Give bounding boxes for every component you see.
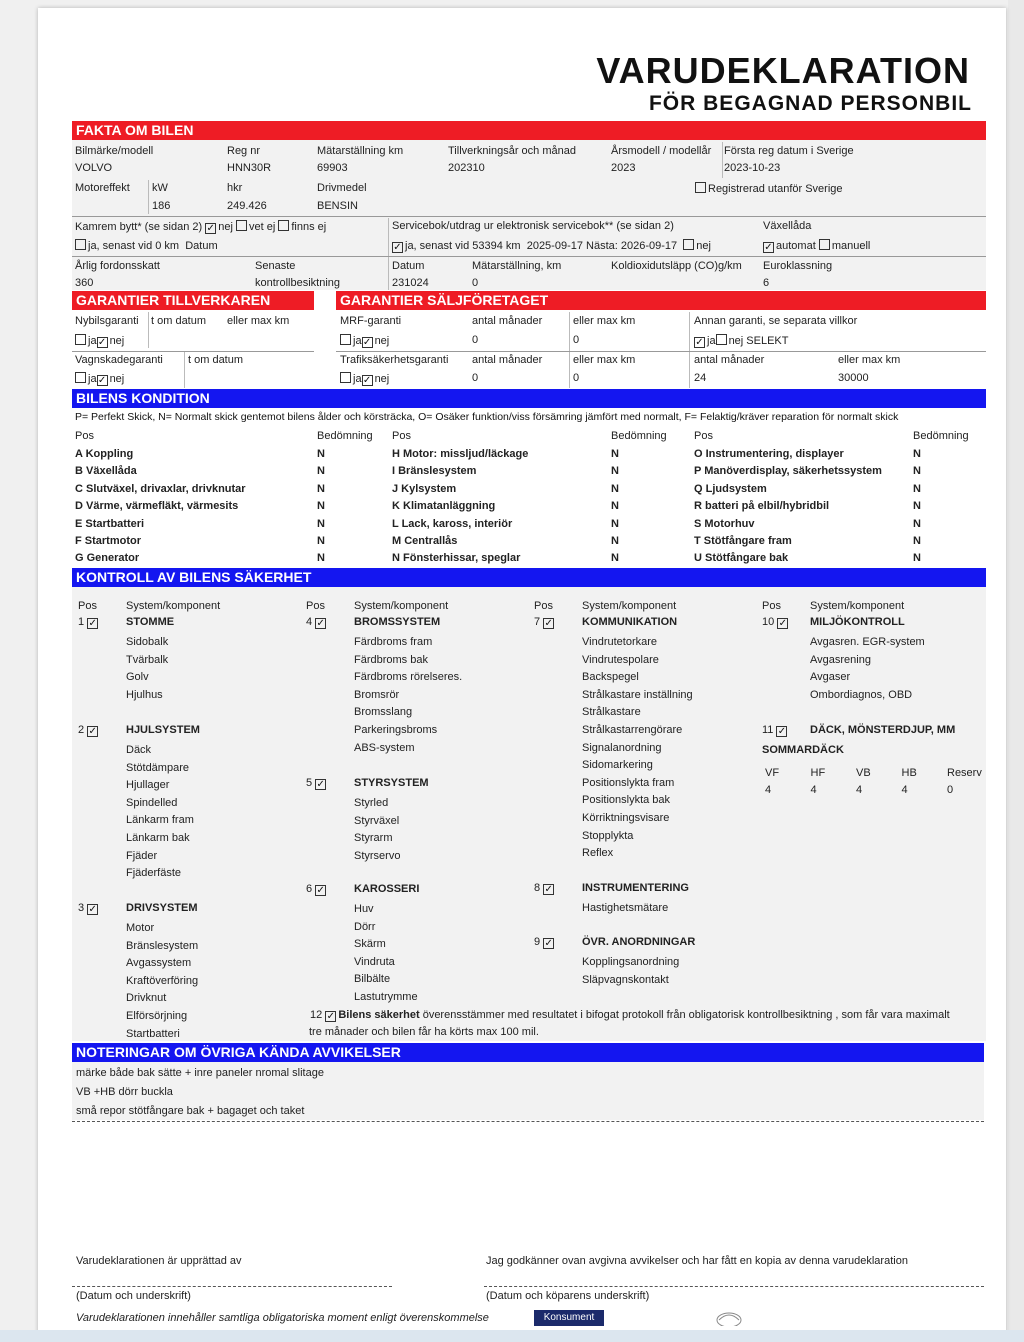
safety-item: Bromsrör (354, 688, 400, 701)
insp-date-value: 231024 (392, 277, 429, 289)
summer-tires-label: SOMMARDÄCK (762, 744, 844, 756)
signature-left-label: Varudeklarationen är upprättad av (76, 1255, 242, 1267)
traffic-no-checkbox[interactable]: ✓ (362, 375, 372, 386)
divider (689, 312, 690, 388)
mrf-months-label: antal månader (472, 315, 543, 327)
rating-label: Bedömning (317, 430, 373, 442)
condition-item: S Motorhuv (694, 517, 755, 530)
safety-item: Hjullager (126, 779, 170, 792)
safety-group-checkbox[interactable]: ✓ (316, 885, 325, 896)
safety-item: Kopplingsanordning (582, 956, 680, 968)
safety-item: Körriktningsvisare (582, 812, 670, 824)
signature-left-line[interactable] (72, 1286, 392, 1287)
safety-group-number: 2 ✓ (78, 724, 97, 737)
damage-warranty-label: Vagnskadegaranti (75, 354, 163, 366)
belt-no-checkbox[interactable]: ✓ (206, 223, 215, 234)
safety-group-checkbox[interactable]: ✓ (778, 618, 787, 629)
note-line: VB +HB dörr buckla (76, 1086, 173, 1098)
divider (148, 312, 149, 348)
safety-header: KONTROLL AV BILENS SÄKERHET (72, 568, 986, 587)
brand-value: VOLVO (75, 162, 113, 174)
condition-rating: N (611, 517, 619, 530)
status-strip (0, 1330, 1024, 1342)
safety-item: Stötdämpare (126, 761, 189, 774)
safety-group-checkbox[interactable]: ✓ (544, 884, 553, 895)
co2-label: Koldioxidutsläpp (CO)g/km (611, 260, 742, 272)
condition-item: P Manöverdisplay, säkerhetssystem (694, 465, 882, 478)
other-warranty-yes-checkbox[interactable]: ✓ (695, 337, 704, 348)
mrf-km-label: eller max km (573, 315, 636, 327)
safety-group-title: DÄCK, MÖNSTERDJUP, MM (810, 724, 956, 736)
traffic-months-label: antal månader (472, 354, 543, 366)
divider (72, 216, 986, 217)
safety-item: Styrservo (354, 849, 401, 862)
divider (388, 218, 389, 290)
other-warranty-choice: ✓ ja nej SELEKT (695, 335, 789, 348)
made-value: 202310 (448, 162, 485, 174)
safety-item: Länkarm fram (126, 814, 194, 827)
gearbox-label: Växellåda (763, 220, 812, 232)
condition-item: I Bränslesystem (392, 465, 477, 478)
condition-item: G Generator (75, 552, 140, 565)
note-line: små repor stötfångare bak + bagaget och taket (76, 1105, 305, 1117)
model-year-value: 2023 (611, 162, 636, 174)
safety-item: Parkeringsbroms (354, 724, 438, 736)
scrollbar[interactable] (1008, 0, 1024, 1342)
condition-item: L Lack, kaross, interiör (392, 517, 513, 530)
safety-item: Backspegel (582, 671, 639, 684)
safety-item: Skärm (354, 938, 386, 951)
safety-item: Startbatteri (126, 1027, 180, 1040)
safety-item: Avgasren. EGR-system (810, 636, 925, 648)
latest-value: kontrollbesiktning (255, 277, 340, 289)
condition-rating: N (913, 482, 921, 495)
condition-rating: N (913, 500, 921, 513)
condition-item: F Startmotor (75, 535, 141, 547)
document-page (38, 8, 1006, 1342)
other-warranty-label: Annan garanti, se separata villkor (694, 315, 858, 327)
gearbox-auto-checkbox[interactable]: ✓ (764, 242, 773, 253)
safety-item: Hastighetsmätare (582, 902, 669, 914)
divider (72, 351, 314, 352)
safety-item: Stopplykta (582, 829, 634, 842)
insp-odo-label: Mätarställning, km (472, 260, 562, 272)
safety-group-checkbox[interactable]: ✓ (316, 618, 325, 629)
tire-value: 0 (947, 784, 954, 796)
safety-item: Lastutrymme (354, 991, 418, 1003)
mrf-yes-checkbox[interactable] (340, 334, 351, 345)
new-warranty-choice: ja✓ nej (75, 334, 124, 348)
safety-group-title: HJULSYSTEM (126, 724, 200, 736)
damage-warranty-no-checkbox[interactable]: ✓ (97, 375, 107, 386)
model-year-label: Årsmodell / modellår (611, 145, 712, 157)
safety-item: Vindrutetorkare (582, 636, 658, 648)
reg-value: HNN30R (227, 162, 272, 174)
safety-item: Styrled (354, 797, 389, 809)
safety-item: Bilbälte (354, 973, 391, 986)
other-months-label: antal månader (694, 354, 765, 366)
hp-label: hkr (227, 182, 243, 194)
safety-item: Vindrutespolare (582, 653, 659, 666)
euro-value: 6 (763, 277, 770, 289)
other-warranty-no-checkbox[interactable] (716, 334, 727, 345)
tire-header: VF (765, 767, 780, 779)
gearbox-field: ✓ automat manuell (764, 240, 871, 253)
tire-value: 4 (810, 784, 817, 796)
insp-date-label: Datum (392, 260, 425, 272)
safety-group-title: MILJÖKONTROLL (810, 616, 905, 628)
condition-rating: N (317, 517, 325, 530)
condition-item: M Centrallås (392, 535, 458, 547)
safety-item: ABS-system (354, 741, 415, 754)
other-km: 30000 (838, 372, 869, 384)
fuel-label: Drivmedel (317, 182, 367, 194)
odo-value: 69903 (317, 162, 348, 174)
condition-item: U Stötfångare bak (694, 552, 789, 565)
traffic-km-label: eller max km (573, 354, 636, 366)
safety-item: Strålkastarrengörare (582, 724, 683, 736)
divider (148, 180, 149, 214)
safety-group-number: 11 ✓ (762, 724, 787, 737)
first-reg-label: Första reg datum i Sverige (724, 145, 854, 157)
new-warranty-label: Nybilsgaranti (75, 315, 139, 327)
safety-group-checkbox[interactable]: ✓ (544, 938, 553, 949)
safety-group-number: 1 ✓ (78, 616, 97, 629)
system-label: System/komponent (810, 600, 905, 612)
safety-12-line1: 12 ✓ Bilens säkerhet överensstämmer med resultatet i bifogat protokoll från obligatorisk kontrollbesiktning , som får vara maximalt (310, 1009, 950, 1022)
latest-label: Senaste (255, 260, 296, 272)
reg-outside-checkbox[interactable] (695, 182, 706, 193)
divider (569, 312, 570, 388)
document-title: VARUDEKLARATION (596, 50, 970, 91)
pos-label: Pos (306, 600, 325, 612)
safety-group-number: 5 ✓ (306, 777, 325, 790)
divider (72, 256, 986, 257)
emblem-icon (714, 1310, 744, 1326)
warranty-seller-header: GARANTIER SÄLJFÖRETAGET (336, 291, 986, 310)
mrf-label: MRF-garanti (340, 315, 402, 327)
footer-text: Varudeklarationen innehåller samtliga obligatoriska moment enligt överenskommelse (76, 1312, 489, 1324)
other-months: 24 (694, 372, 707, 384)
safety-group-title: STYRSYSTEM (354, 777, 429, 789)
safety-group-checkbox[interactable]: ✓ (88, 618, 97, 629)
belt-yes-checkbox[interactable] (75, 239, 86, 250)
hp-value: 249.426 (227, 200, 267, 212)
condition-item: Q Ljudsystem (694, 482, 767, 495)
system-label: System/komponent (582, 600, 677, 612)
safety-item: Kraftöverföring (126, 974, 199, 987)
condition-rating: N (317, 448, 325, 460)
safety-item: Sidomarkering (582, 759, 653, 772)
condition-rating: N (913, 552, 921, 565)
condition-rating: N (913, 465, 921, 478)
safety-12-line2: tre månader och bilen får ha körts max 100 mil. (309, 1026, 539, 1038)
notes-header: NOTERINGAR OM ÖVRIGA KÄNDA AVVIKELSER (72, 1043, 984, 1062)
safety-item: Avgasrening (810, 653, 871, 666)
safety-item: Signalanordning (582, 741, 662, 754)
service-no-checkbox[interactable] (683, 239, 694, 250)
safety-group-checkbox[interactable]: ✓ (316, 779, 325, 790)
pos-label: Pos (534, 600, 553, 612)
warranty-manufacturer-header: GARANTIER TILLVERKAREN (72, 291, 314, 310)
condition-legend: P= Perfekt Skick, N= Normalt skick gentemot bilens ålder och körsträcka, O= Osäker funktion/viss försämring jämfört med normalt, F= Felaktig/kräver reparation för normalt skick (75, 411, 899, 423)
signature-right-label: Jag godkänner ovan avgivna avvikelser och har fått en kopia av denna varudeklaration (486, 1255, 908, 1267)
pos-label: Pos (392, 430, 411, 442)
condition-item: T Stötfångare fram (694, 535, 792, 547)
condition-rating: N (611, 552, 619, 565)
condition-item: O Instrumentering, displayer (694, 448, 844, 460)
safety-group-title: ÖVR. ANORDNINGAR (582, 936, 696, 948)
safety-item: Positionslykta fram (582, 776, 675, 789)
condition-rating: N (317, 482, 325, 495)
condition-item: R batteri på elbil/hybridbil (694, 500, 830, 513)
reg-outside-field: Registrerad utanför Sverige (695, 182, 843, 195)
safety-item: Spindelled (126, 796, 178, 809)
safety-item: Strålkastare inställning (582, 688, 693, 701)
condition-item: E Startbatteri (75, 517, 145, 530)
safety-group-number: 3 ✓ (78, 902, 97, 915)
kw-value: 186 (152, 200, 171, 212)
safety-12-checkbox[interactable]: ✓ (326, 1011, 335, 1022)
safety-item: Avgaser (810, 671, 851, 684)
reg-label: Reg nr (227, 145, 261, 157)
odo-label: Mätarställning km (317, 145, 404, 157)
traffic-km: 0 (573, 372, 580, 384)
safety-group-number: 10 ✓ (762, 616, 787, 629)
note-line: märke både bak sätte + inre paneler nromal slitage (76, 1067, 324, 1079)
damage-warranty-yes-checkbox[interactable] (75, 372, 86, 383)
safety-item: Styrväxel (354, 814, 400, 827)
condition-rating: N (913, 448, 921, 460)
safety-item: Tvärbalk (126, 653, 169, 666)
safety-item: Styrarm (354, 832, 393, 845)
tire-value: 4 (765, 784, 772, 796)
condition-rating: N (913, 517, 921, 530)
tire-header: Reserv (947, 767, 982, 779)
brand-label: Bilmärke/modell (75, 145, 154, 157)
rating-label: Bedömning (611, 430, 667, 442)
damage-warranty-choice: ja✓ nej (75, 372, 124, 386)
safety-item: Strålkastare (582, 706, 641, 719)
divider (184, 352, 185, 388)
divider (72, 1121, 984, 1122)
safety-item: Huv (354, 903, 374, 915)
belt-yes-field: ja, senast vid 0 km Datum (75, 239, 218, 252)
safety-item: Hjulhus (126, 688, 163, 701)
safety-item: Bränslesystem (126, 939, 199, 952)
safety-group-number: 7 ✓ (534, 616, 553, 629)
safety-item: Fjäder (126, 849, 158, 862)
safety-item: Avgassystem (126, 957, 192, 970)
condition-rating: N (317, 552, 325, 565)
kw-label: kW (152, 182, 168, 194)
belt-unknown-checkbox[interactable] (236, 220, 247, 231)
condition-rating: N (611, 535, 619, 547)
safety-item: Vindruta (354, 955, 395, 968)
safety-group-checkbox[interactable]: ✓ (88, 726, 97, 737)
made-label: Tillverkningsår och månad (448, 145, 576, 157)
power-label: Motoreffekt (75, 182, 130, 194)
traffic-choice: ja✓ nej (340, 372, 389, 386)
condition-rating: N (317, 535, 325, 547)
safety-item: Däck (126, 744, 152, 756)
other-km-label: eller max km (838, 354, 901, 366)
new-warranty-km-label: eller max km (227, 315, 290, 327)
safety-item: Färdbroms rörelseres. (354, 671, 463, 684)
safety-item: Positionslykta bak (582, 794, 671, 807)
new-warranty-no-checkbox[interactable]: ✓ (97, 337, 107, 348)
safety-group-number: 4 ✓ (306, 616, 325, 629)
mrf-months: 0 (472, 334, 479, 346)
divider (336, 351, 986, 352)
safety-item: Golv (126, 671, 149, 684)
pos-label: Pos (78, 600, 97, 612)
pos-label: Pos (75, 430, 94, 442)
condition-header: BILENS KONDITION (72, 389, 986, 408)
euro-label: Euroklassning (763, 260, 833, 272)
safety-group-checkbox[interactable]: ✓ (88, 904, 97, 915)
condition-rating: N (317, 500, 325, 513)
condition-item: J Kylsystem (392, 482, 457, 495)
fuel-value: BENSIN (317, 200, 358, 212)
condition-rating: N (611, 500, 619, 513)
safety-item: Länkarm bak (126, 832, 190, 844)
condition-item: A Koppling (75, 448, 134, 460)
tire-header: VB (856, 767, 871, 779)
belt-field: Kamrem bytt* (se sidan 2) ✓ nej vet ej finns ej (75, 221, 327, 234)
safety-item: Färdbroms fram (354, 636, 433, 648)
safety-group-title: BROMSSYSTEM (354, 616, 441, 628)
system-label: System/komponent (354, 600, 449, 612)
insp-odo-value: 0 (472, 277, 479, 289)
service-yes-checkbox[interactable]: ✓ (393, 242, 402, 253)
tire-header: HB (901, 767, 917, 779)
safety-item: Ombordiagnos, OBD (810, 688, 913, 701)
condition-rating: N (317, 465, 325, 478)
condition-rating: N (611, 482, 619, 495)
safety-item: Släpvagnskontakt (582, 973, 669, 986)
condition-item: K Klimatanläggning (392, 500, 496, 513)
traffic-yes-checkbox[interactable] (340, 372, 351, 383)
first-reg-value: 2023-10-23 (724, 162, 781, 174)
new-warranty-yes-checkbox[interactable] (75, 334, 86, 345)
traffic-months: 0 (472, 372, 479, 384)
belt-none-checkbox[interactable] (278, 220, 289, 231)
document-subtitle: FÖR BEGAGNAD PERSONBIL (648, 92, 972, 115)
safety-item: Bromsslang (354, 706, 413, 719)
safety-group-checkbox[interactable]: ✓ (544, 618, 553, 629)
safety-group-checkbox[interactable]: ✓ (777, 726, 787, 737)
signature-right-caption: (Datum och köparens underskrift) (486, 1290, 650, 1302)
mrf-km: 0 (573, 334, 580, 346)
safety-group-title: KAROSSERI (354, 883, 420, 895)
mrf-no-checkbox[interactable]: ✓ (362, 337, 372, 348)
safety-group-number: 8 ✓ (534, 882, 553, 895)
traffic-label: Trafiksäkerhetsgaranti (340, 354, 449, 366)
condition-item: C Slutväxel, drivaxlar, drivknutar (75, 482, 246, 495)
condition-item: D Värme, värmefläkt, värmesits (75, 500, 239, 513)
safety-item: Fjäderfäste (126, 867, 182, 880)
tire-value: 4 (856, 784, 863, 796)
safety-item: Drivknut (126, 992, 167, 1005)
system-label: System/komponent (126, 600, 221, 612)
new-warranty-date-label: t om datum (151, 315, 207, 327)
pos-label: Pos (694, 430, 713, 442)
tax-label: Årlig fordonsskatt (75, 260, 160, 272)
safety-item: Färdbroms bak (354, 653, 428, 666)
service-label: Servicebok/utdrag ur elektronisk servicebok** (se sidan 2) (392, 220, 674, 232)
safety-item: Motor (126, 922, 155, 934)
safety-group-title: STOMME (126, 616, 175, 628)
condition-rating: N (611, 465, 619, 478)
safety-group-number: 6 ✓ (306, 883, 325, 896)
damage-warranty-date-label: t om datum (188, 354, 244, 366)
mrf-choice: ja✓ nej (340, 334, 389, 348)
gearbox-manual-checkbox[interactable] (819, 239, 830, 250)
safety-item: Sidobalk (126, 636, 169, 648)
rating-label: Bedömning (913, 430, 969, 442)
safety-item: Reflex (582, 847, 614, 860)
condition-item: B Växellåda (75, 465, 137, 478)
condition-item: N Fönsterhissar, speglar (392, 552, 521, 565)
signature-left-caption: (Datum och underskrift) (76, 1290, 191, 1302)
konsument-logo: Konsument (534, 1310, 604, 1326)
condition-rating: N (611, 448, 619, 460)
condition-rating: N (913, 535, 921, 547)
facts-header: FAKTA OM BILEN (72, 121, 986, 140)
divider (722, 142, 723, 178)
safety-item: Dörr (354, 920, 376, 933)
safety-group-title: DRIVSYSTEM (126, 902, 198, 914)
condition-item: H Motor: missljud/läckage (392, 448, 529, 460)
safety-item: Elförsörjning (126, 1010, 188, 1022)
tire-header: HF (810, 767, 826, 779)
safety-group-title: KOMMUNIKATION (582, 616, 678, 628)
tire-value: 4 (901, 784, 908, 796)
safety-group-number: 9 ✓ (534, 936, 553, 949)
signature-right-line[interactable] (484, 1286, 984, 1287)
service-field: ✓ ja, senast vid 53394 km 2025-09-17 Nästa: 2026-09-17 nej (393, 240, 711, 253)
safety-group-title: INSTRUMENTERING (582, 882, 689, 894)
pos-label: Pos (762, 600, 781, 612)
tax-value: 360 (75, 277, 94, 289)
